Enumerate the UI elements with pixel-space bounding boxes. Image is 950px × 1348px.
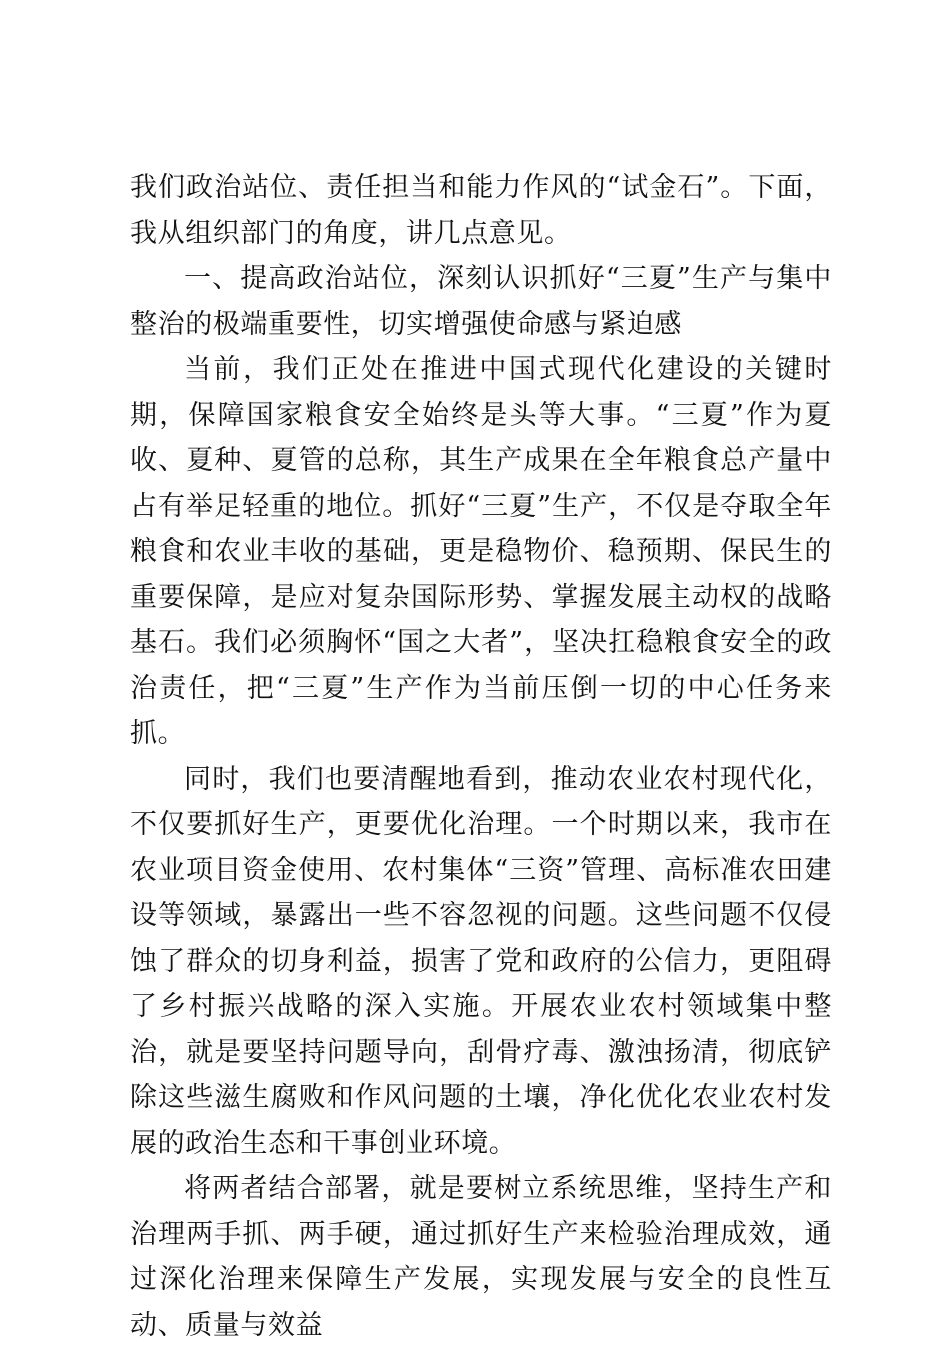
paragraph-food-security: 当前，我们正处在推进中国式现代化建设的关键时期，保障国家粮食安全始终是头等大事。“三夏”作为夏收、夏种、夏管的总称，其生产成果在全年粮食总产量中占有举足轻重的地位。抓好“三夏”生产，不仅是夺取全年粮食和农业丰收的基础，更是稳物价、稳预期、保民生的重要保障，是应对复杂国际形势、掌握发展主动权的战略基石。我们必须胸怀“国之大者”，坚决扛稳粮食安全的政治责任，把“三夏”生产作为当前压倒一切的中心任务来抓。 (130, 354, 832, 749)
document-body (130, 165, 832, 1348)
paragraph-governance: 同时，我们也要清醒地看到，推动农业农村现代化，不仅要抓好生产，更要优化治理。一个时期以来，我市在农业项目资金使用、农村集体“三资”管理、高标准农田建设等领域，暴露出一些不容忽视的问题。这些问题不仅侵蚀了群众的切身利益，损害了党和政府的公信力，更阻碍了乡村振兴战略的深入实施。开展农业农村领域集中整治，就是要坚持问题导向，刮骨疗毒、激浊扬清，彻底铲除这些滋生腐败和作风问题的土壤，净化优化农业农村发展的政治生态和干事创业环境。 (130, 763, 832, 1159)
paragraph-continuation: 我们政治站位、责任担当和能力作风的“试金石”。下面，我从组织部门的角度，讲几点意见。 (130, 172, 832, 249)
section-heading: 一、提高政治站位，深刻认识抓好“三夏”生产与集中整治的极端重要性，切实增强使命感与紧迫感 (130, 263, 832, 340)
paragraph-integration: 将两者结合部署，就是要树立系统思维，坚持生产和治理两手抓、两手硬，通过抓好生产来检验治理成效，通过深化治理来保障生产发展，实现发展与安全的良性互动、质量与效益 (130, 1173, 832, 1341)
